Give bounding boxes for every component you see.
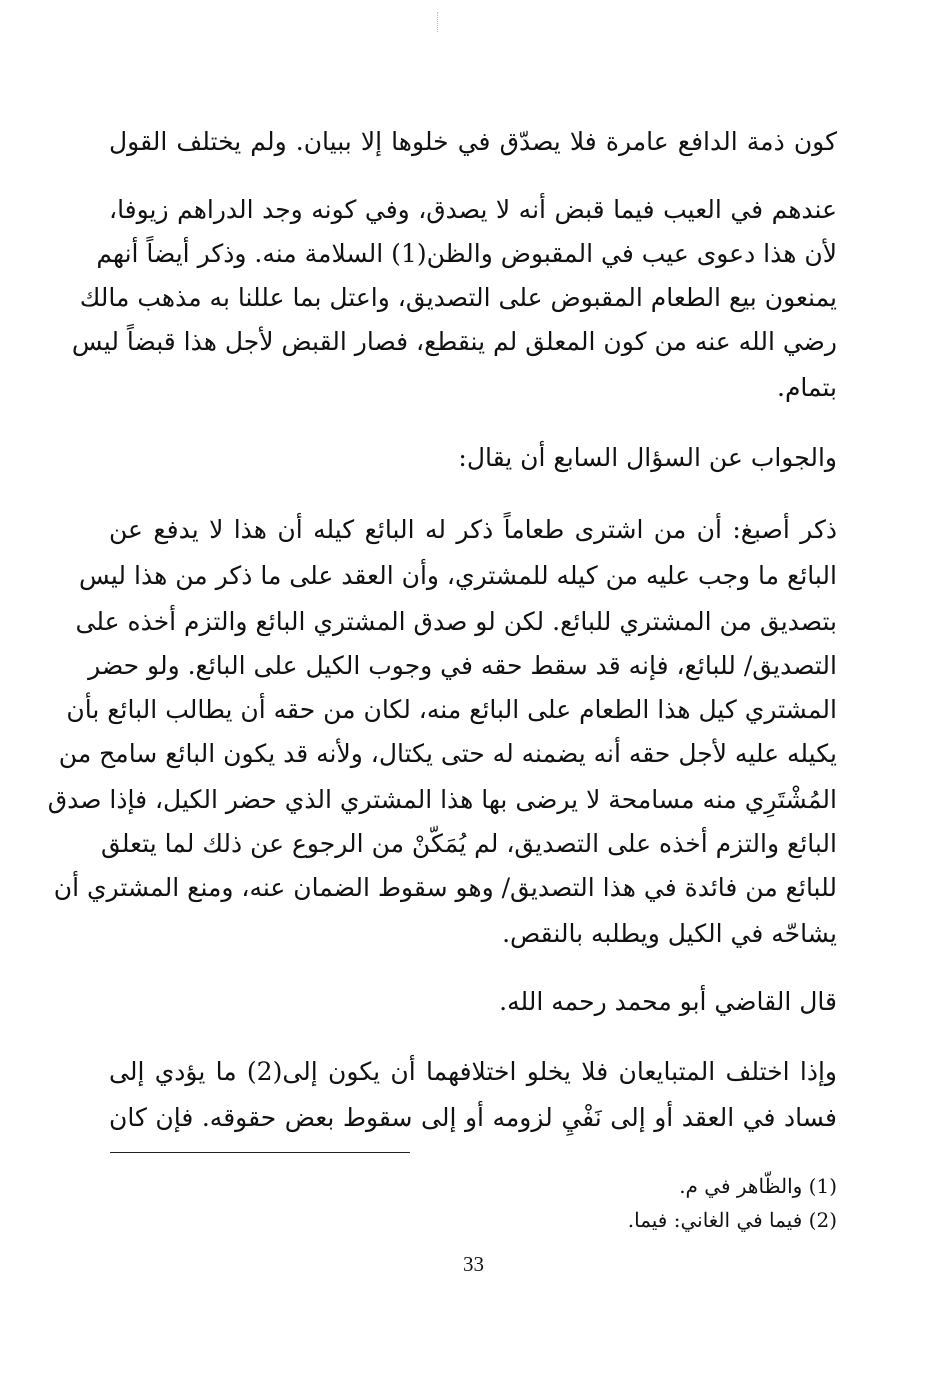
text-line: المُشْتَرِي منه مسامحة لا يرضى بها هذا المشتري الذي حضر الكيل، فإذا صدق (47, 785, 837, 814)
text-line: يشاحّه في الكيل ويطلبه بالنقص. (502, 919, 837, 948)
text-line: يكيله عليه لأجل حقه أنه يضمنه له حتى يكتال، ولأنه قد يكون البائع سامح من (58, 739, 837, 768)
text-line: والجواب عن السؤال السابع أن يقال: (458, 443, 837, 472)
text-line: كون ذمة الدافع عامرة فلا يصدّق في خلوها إلا ببيان. ولم يختلف القول (109, 127, 837, 156)
text-line: البائع والتزم أخذه على التصديق، لم يُمَكّنْ من الرجوع عن ذلك لما يتعلق (101, 829, 837, 858)
footnote-separator (110, 1152, 410, 1153)
page-number: 33 (463, 1252, 484, 1276)
text-line: لأن هذا دعوى عيب في المقبوض والظن(1) السلامة منه. وذكر أيضاً أنهم (96, 239, 837, 268)
text-line: بتصديق من المشتري للبائع. لكن لو صدق المشتري البائع والتزم أخذه على (75, 607, 837, 636)
footnote: (2) فيما في الغاني: فيما. (627, 1208, 837, 1232)
text-line: يمنعون بيع الطعام المقبوض على التصديق، واعتل بما عللنا به مذهب مالك (79, 283, 837, 312)
text-line: ذكر أصبغ: أن من اشترى طعاماً ذكر له البائع كيله أن هذا لا يدفع عن (109, 515, 837, 544)
text-line: قال القاضي أبو محمد رحمه الله. (499, 987, 837, 1016)
text-line: عندهم في العيب فيما قبض أنه لا يصدق، وفي كونه وجد الدراهم زيوفا، (109, 195, 837, 224)
text-line: فساد في العقد أو إلى نَفْيِ لزومه أو إلى سقوط بعض حقوقه. فإن كان (109, 1103, 837, 1132)
text-line: البائع ما وجب عليه من كيله للمشتري، وأن العقد على ما ذكر من هذا ليس (79, 561, 837, 590)
text-line: للبائع من فائدة في هذا التصديق/ وهو سقوط الضمان عنه، ومنع المشتري أن (53, 873, 837, 902)
scan-mark (437, 12, 440, 32)
text-line: بتمام. (777, 373, 837, 402)
text-line: التصديق/ للبائع، فإنه قد سقط حقه في وجوب الكيل على البائع. ولو حضر (88, 651, 837, 680)
text-line: وإذا اختلف المتبايعان فلا يخلو اختلافهما أن يكون إلى(2) ما يؤدي إلى (109, 1057, 838, 1086)
text-line: المشتري كيل هذا الطعام على البائع منه، لكان من حقه أن يطالب البائع بأن (66, 695, 837, 724)
footnote: (1) والظّاهر في م. (679, 1174, 837, 1198)
text-line: رضي الله عنه من كون المعلق لم ينقطع، فصار القبض لأجل هذا قبضاً ليس (71, 327, 837, 356)
